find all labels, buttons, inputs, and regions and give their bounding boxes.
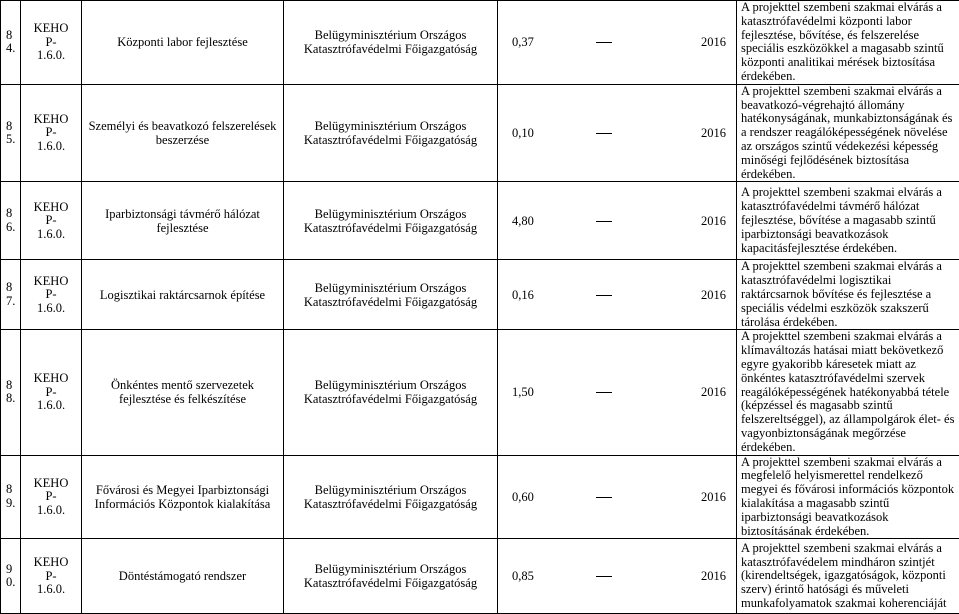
project-description: A projekttel szembeni szakmai elvárás a klímaváltozás hatásai miatt bekövetkező egyre gyakoribb káresetek miatt az önkéntes katasztrófavédelmi szervek reagálóképességének hatékonyabbá tétele (képzéssel és magasabb szintű felszereltséggel), az állampolgárok élet- és vagyonbiztonságának megőrzése érdekében. bbox=[737, 330, 959, 455]
project-funding bbox=[498, 1, 737, 85]
project-funding bbox=[498, 182, 737, 260]
project-organization: Belügyminisztérium Országos Katasztrófavédelmi Főigazgatóság bbox=[284, 182, 498, 260]
project-name: Önkéntes mentő szervezetek fejlesztése és felkészítése bbox=[82, 330, 284, 455]
project-code: KEHO P- 1.6.0. bbox=[21, 539, 82, 614]
funding-amount: 1,50 bbox=[512, 385, 534, 399]
funding-dash bbox=[596, 133, 612, 134]
project-funding bbox=[498, 539, 737, 614]
project-organization: Belügyminisztérium Országos Katasztrófavédelmi Főigazgatóság bbox=[284, 1, 498, 85]
project-organization: Belügyminisztérium Országos Katasztrófavédelmi Főigazgatóság bbox=[284, 84, 498, 182]
table-row bbox=[1, 182, 959, 260]
project-description: A projekttel szembeni szakmai elvárás a katasztrófavédelmi logisztikai raktárcsarnok bővítése és fejlesztése a speciális védelmi eszközök szakszerű tárolása érdekében. bbox=[737, 260, 959, 330]
row-number: 8 8. bbox=[1, 330, 21, 455]
funding-amount: 0,10 bbox=[512, 126, 534, 140]
project-organization: Belügyminisztérium Országos Katasztrófavédelmi Főigazgatóság bbox=[284, 455, 498, 539]
project-organization: Belügyminisztérium Országos Katasztrófavédelmi Főigazgatóság bbox=[284, 330, 498, 455]
funding-year: 2016 bbox=[701, 35, 726, 49]
table-row bbox=[1, 1, 959, 85]
row-number: 8 4. bbox=[1, 1, 21, 85]
row-number: 8 9. bbox=[1, 455, 21, 539]
funding-dash bbox=[596, 392, 612, 393]
project-name: Fővárosi és Megyei Iparbiztonsági Információs Központok kialakítása bbox=[82, 455, 284, 539]
project-description: A projekttel szembeni szakmai elvárás a katasztrófavédelem mindháron szintjét (kirendeltségek, igazgatóságok, központi szerv) érintő hatósági és műveleti munkafolyamatok szakmai koherenciáját bbox=[737, 539, 959, 614]
project-organization: Belügyminisztérium Országos Katasztrófavédelmi Főigazgatóság bbox=[284, 539, 498, 614]
table-row bbox=[1, 455, 959, 539]
funding-amount: 0,16 bbox=[512, 288, 534, 302]
funding-year: 2016 bbox=[701, 385, 726, 399]
project-funding bbox=[498, 330, 737, 455]
project-code: KEHO P- 1.6.0. bbox=[21, 1, 82, 85]
project-code: KEHO P- 1.6.0. bbox=[21, 84, 82, 182]
table-row bbox=[1, 260, 959, 330]
funding-amount: 0,60 bbox=[512, 490, 534, 504]
table-row bbox=[1, 84, 959, 182]
project-code: KEHO P- 1.6.0. bbox=[21, 330, 82, 455]
funding-year: 2016 bbox=[701, 126, 726, 140]
funding-amount: 0,85 bbox=[512, 569, 534, 583]
funding-amount: 4,80 bbox=[512, 214, 534, 228]
project-name: Központi labor fejlesztése bbox=[82, 1, 284, 85]
funding-dash bbox=[596, 221, 612, 222]
funding-dash bbox=[596, 42, 612, 43]
project-description: A projekttel szembeni szakmai elvárás a katasztrófavédelmi központi labor fejlesztése, bővítése, és felszerelése speciális eszközökkel a magasabb szintű központi analitikai mérések biztosítása érdekében. bbox=[737, 1, 959, 85]
row-number: 9 0. bbox=[1, 539, 21, 614]
funding-amount: 0,37 bbox=[512, 35, 534, 49]
project-name: Logisztikai raktárcsarnok építése bbox=[82, 260, 284, 330]
funding-dash bbox=[596, 295, 612, 296]
row-number: 8 6. bbox=[1, 182, 21, 260]
project-description: A projekttel szembeni szakmai elvárás a katasztrófavédelmi távmérő hálózat fejlesztése, bővítése a magasabb szintű iparbiztonsági beavatkozások kapacitásfejlesztése érdekében. bbox=[737, 182, 959, 260]
funding-year: 2016 bbox=[701, 288, 726, 302]
project-description: A projekttel szembeni szakmai elvárás a megfelelő helyismerettel rendelkező megyei és fővárosi információs központok kialakítása a magasabb szintű iparbiztonsági beavatkozások biztosításának érdekében. bbox=[737, 455, 959, 539]
project-description: A projekttel szembeni szakmai elvárás a beavatkozó-végrehajtó állomány hatékonyságának, munkabiztonságának és a rendszer reagálóképességének növelése az országos szintű védekezési képesség minőségi fejlődésének biztosítása érdekében. bbox=[737, 84, 959, 182]
project-code: KEHO P- 1.6.0. bbox=[21, 455, 82, 539]
project-name: Döntéstámogató rendszer bbox=[82, 539, 284, 614]
project-name: Iparbiztonsági távmérő hálózat fejlesztése bbox=[82, 182, 284, 260]
table-row bbox=[1, 330, 959, 455]
funding-dash bbox=[596, 576, 612, 577]
project-table-body bbox=[1, 1, 959, 614]
project-name: Személyi és beavatkozó felszerelések beszerzése bbox=[82, 84, 284, 182]
funding-year: 2016 bbox=[701, 490, 726, 504]
project-code: KEHO P- 1.6.0. bbox=[21, 182, 82, 260]
project-funding bbox=[498, 84, 737, 182]
row-number: 8 5. bbox=[1, 84, 21, 182]
funding-dash bbox=[596, 497, 612, 498]
funding-year: 2016 bbox=[701, 214, 726, 228]
project-organization: Belügyminisztérium Országos Katasztrófavédelmi Főigazgatóság bbox=[284, 260, 498, 330]
project-code: KEHO P- 1.6.0. bbox=[21, 260, 82, 330]
table-row bbox=[1, 539, 959, 614]
funding-year: 2016 bbox=[701, 569, 726, 583]
project-funding bbox=[498, 455, 737, 539]
project-funding bbox=[498, 260, 737, 330]
row-number: 8 7. bbox=[1, 260, 21, 330]
